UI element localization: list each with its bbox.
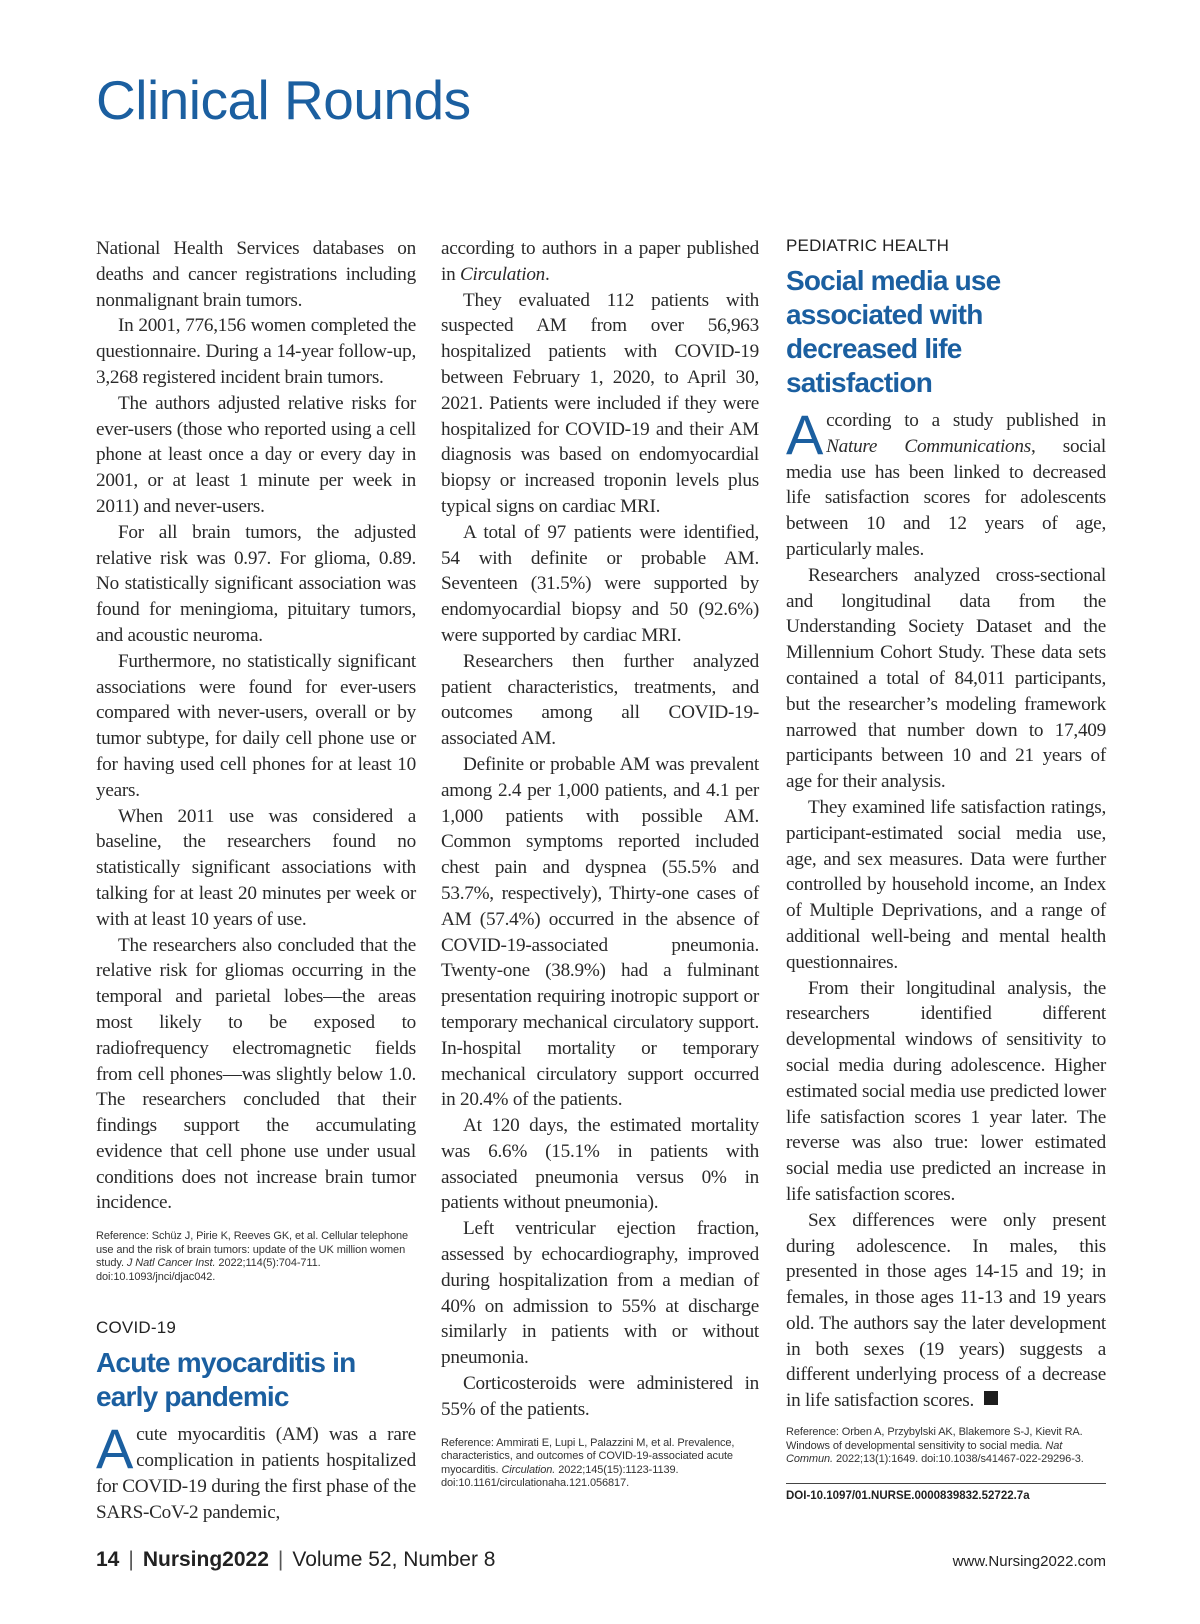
body-paragraph: From their longitudinal analysis, the researchers identified different developmental windows of sensitivity to social media during adolescence. Higher estimated social media use predicted lower life satisfaction scores 1 year later. The reverse was also true: lower estimated social media use predicted an increase in life satisfaction scores. — [786, 977, 1106, 1205]
body-paragraph: At 120 days, the estimated mortality was 6.6% (15.1% in patients with associated pneumonia versus 0% in patients without pneumonia). — [441, 1115, 759, 1214]
column-1 — [96, 236, 416, 1525]
page-footer — [96, 1548, 1106, 1574]
body-paragraph: When 2011 use was considered a baseline, the researchers found no statistically significant associations with talking for at least 20 minutes per week or with at least 10 years of use. — [96, 805, 416, 930]
section-title: Clinical Rounds — [96, 69, 471, 131]
kicker-pediatric: PEDIATRIC HEALTH — [786, 236, 950, 255]
lead-paragraph: Acute myocarditis (AM) was a rare complication in patients hospitalized for COVID-19 during the first phase of the SARS-CoV-2 pandemic, — [96, 1417, 416, 1523]
reference-brain-tumors: Reference: Schüz J, Pirie K, Reeves GK, et al. Cellular telephone use and the risk of brain tumors: update of the UK million women study. J Natl Cancer Inst. 2022;114(5):704-711. doi:10.1093/jnci/djac042. — [96, 1230, 409, 1283]
body-paragraph: For all brain tumors, the adjusted relative risk was 0.97. For glioma, 0.89. No statistically significant association was found for meningioma, pituitary tumors, and acoustic neuroma. — [96, 521, 416, 646]
column-2 — [441, 236, 759, 1491]
body-paragraph: according to authors in a paper published in Circulation. — [441, 238, 759, 285]
body-paragraph: National Health Services databases on deaths and cancer registrations including nonmalignant brain tumors. — [96, 238, 416, 311]
body-paragraph: Definite or probable AM was prevalent among 2.4 per 1,000 patients, and 4.1 per 1,000 patients with possible AM. Common symptoms reported included chest pain and dyspnea (55.5% and 53.7%, respectively), Thirty-one cases of AM (57.4%) occurred in the absence of COVID-19-associated pneumonia. Twenty-one (38.9%) had a fulminant presentation requiring inotropic support or temporary mechanical circulatory support. In-hospital mortality or temporary mechanical circulatory support occurred in 20.4% of the patients. — [441, 753, 759, 1111]
page-number: 14 — [96, 1548, 120, 1571]
drop-cap: A — [786, 403, 824, 466]
footer-separator: | — [277, 1548, 284, 1571]
doi-divider — [786, 1483, 1106, 1484]
headline-social-media: Social media use associated with decreased life satisfaction — [786, 265, 1001, 398]
body-paragraph: In 2001, 776,156 women completed the questionnaire. During a 14-year follow-up, 3,268 registered incident brain tumors. — [96, 315, 416, 388]
body-paragraph: Sex differences were only present during adolescence. In males, this presented in those ages 14-15 and 19; in females, in those ages 11-13 and 19 years old. The authors say the later development in both sexes (19 years) suggests a different underlying process of a decrease in life satisfaction scores. — [786, 1209, 1106, 1412]
body-paragraph: Furthermore, no statistically significant associations were found for ever-users compared with never-users, overall or by tumor subtype, for daily cell phone use or for having used cell phones for at least 10 years. — [96, 650, 416, 801]
body-paragraph: Researchers then further analyzed patient characteristics, treatments, and outcomes among all COVID-19-associated AM. — [441, 650, 759, 750]
end-mark-icon — [984, 1391, 998, 1405]
magazine-name: Nursing2022 — [142, 1548, 269, 1571]
article-myocarditis — [96, 1318, 416, 1525]
footer-separator: | — [128, 1548, 134, 1571]
lead-paragraph: According to a study published in Nature Communications, social media use has been linked to decreased life satisfaction scores for adolescents between 10 and 12 years of age, particularly males. — [786, 403, 1106, 560]
body-paragraph: Corticosteroids were administered in 55% of the patients. — [441, 1373, 759, 1420]
doi-line: DOI-10.1097/01.NURSE.0000839832.52722.7a — [786, 1489, 1030, 1502]
reference-myocarditis: Reference: Ammirati E, Lupi L, Palazzini M, et al. Prevalence, characteristics, and outcomes of COVID-19-associated acute myocarditis. Circulation. 2022;145(15):1123-1139. doi:10.1161/circulationaha.121.056817. — [441, 1436, 735, 1490]
body-paragraph: The researchers also concluded that the relative risk for gliomas occurring in the temporal and parietal lobes—the areas most likely to be exposed to radiofrequency electromagnetic fields from cell phones—was slightly below 1.0. The researchers concluded that their findings support the accumulating evidence that cell phone use under usual conditions does not increase brain tumor incidence. — [96, 934, 416, 1214]
footer-folio — [96, 1548, 495, 1572]
body-paragraph: Researchers analyzed cross-sectional and longitudinal data from the Understanding Society Dataset and the Millennium Cohort Study. These data sets contained a total of 84,011 participants, but the researcher’s modeling framework narrowed that number down to 17,409 participants between 10 and 21 years of age for their analysis. — [786, 564, 1106, 793]
body-paragraph: They evaluated 112 patients with suspected AM from over 56,963 hospitalized patients with COVID-19 between February 1, 2020, to April 30, 2021. Patients were included if they were hospitalized for COVID-19 and their AM diagnosis was based on endomyocardial biopsy or increased troponin levels plus typical signs on cardiac MRI. — [441, 289, 759, 517]
body-paragraph: Left ventricular ejection fraction, assessed by echocardiography, improved during hospitalization from a median of 40% on admission to 55% at discharge similarly in patients with or without pneumonia. — [441, 1218, 759, 1369]
body-paragraph: They examined life satisfaction ratings, participant-estimated social media use, age, and sex measures. Data were further controlled by household income, an Index of Multiple Deprivations, and a range of additional well-being and mental health questionnaires. — [786, 796, 1106, 973]
kicker-covid: COVID-19 — [96, 1318, 177, 1338]
body-paragraph: A total of 97 patients were identified, 54 with definite or probable AM. Seventeen (31.5%) were supported by endomyocardial biopsy and 50 (92.6%) were supported by cardiac MRI. — [441, 521, 759, 646]
drop-cap: A — [96, 1417, 134, 1481]
headline-myocarditis: Acute myocarditis in early pandemic — [96, 1347, 356, 1413]
body-paragraph: The authors adjusted relative risks for ever-users (those who reported using a cell phone at least once a day or every day in 2001, or at least 1 minute per week in 2011) and never-users. — [96, 392, 416, 517]
column-3 — [786, 236, 1106, 1502]
volume-info: Volume 52, Number 8 — [292, 1548, 496, 1571]
reference-social-media: Reference: Orben A, Przybylski AK, Blakemore S-J, Kievit RA. Windows of developmental sensitivity to social media. Nat Commun. 2022;13(1):1649. doi:10.1038/s41467-022-29296-3. — [786, 1426, 1084, 1466]
website-link[interactable]: www.Nursing2022.com — [952, 1553, 1106, 1570]
